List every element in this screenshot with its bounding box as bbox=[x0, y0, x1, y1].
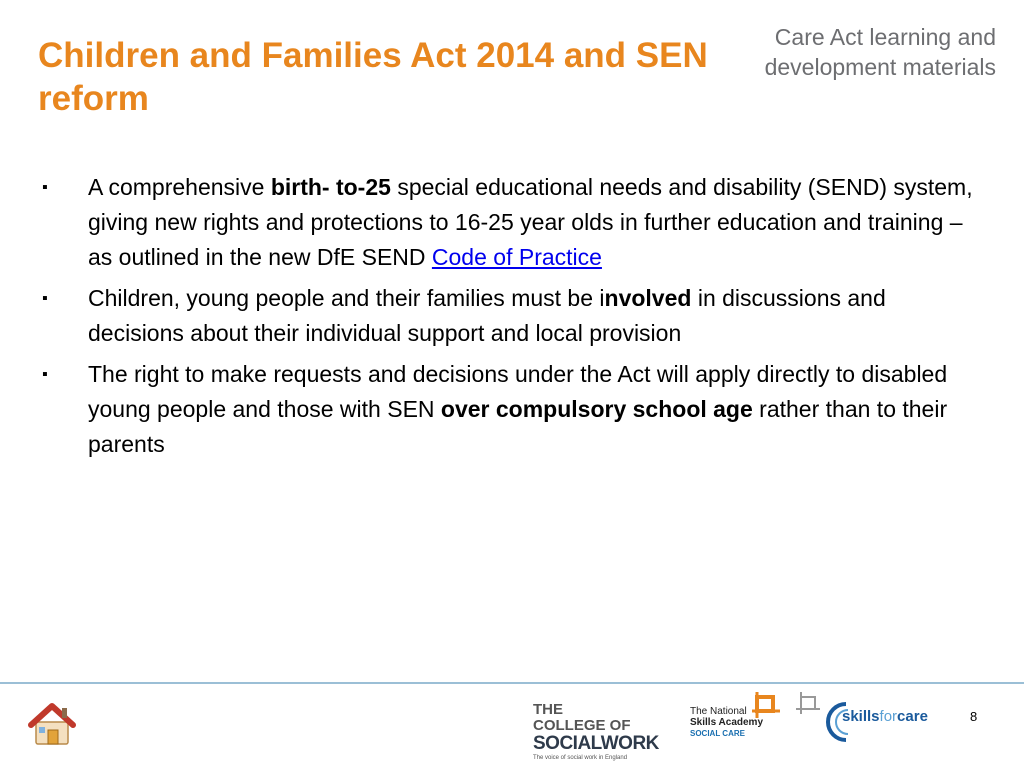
bullet-text: special educational needs and disability (SEND) system, giving new rights and protections to 16-25 year olds in further education and training – as outlined in the new DfE SEND bbox=[88, 174, 973, 270]
bullet-marker: ▪ bbox=[42, 366, 48, 383]
cosw-line-1: THE COLLEGE OF bbox=[533, 701, 631, 734]
cosw-line-2: SOCIALWORK bbox=[533, 733, 659, 754]
sfc-word-care: care bbox=[897, 708, 928, 725]
brand-text bbox=[765, 22, 996, 82]
sfc-wordmark bbox=[842, 708, 928, 725]
bullet-item bbox=[42, 357, 982, 462]
nsa-logo-icon bbox=[752, 692, 780, 718]
bullet-text: The right to make requests and decisions under the Act will apply directly to disabled young people and those with SEN bbox=[88, 361, 948, 422]
nsa-line-3: SOCIAL CARE bbox=[690, 729, 745, 738]
bullet-marker: ▪ bbox=[42, 179, 48, 196]
bullet-item bbox=[42, 281, 982, 351]
cosw-tagline: The voice of social work in England bbox=[533, 755, 628, 761]
skills-for-care-logo bbox=[826, 700, 991, 744]
page-number: 8 bbox=[970, 709, 978, 724]
bullet-marker: ▪ bbox=[42, 290, 48, 307]
bullet-bold-text: birth- to-25 bbox=[270, 174, 391, 200]
home-icon[interactable] bbox=[28, 702, 76, 746]
bullet-bold-text: nvolved bbox=[604, 285, 692, 311]
bullet-text: rather than to their parents bbox=[88, 396, 948, 457]
college-of-social-work-logo bbox=[533, 701, 659, 761]
brand-line-2: development materials bbox=[764, 54, 996, 80]
sfc-logo-icon bbox=[796, 692, 824, 732]
bullet-text: in discussions and decisions about their individual support and local provision bbox=[88, 285, 886, 346]
sfc-word-skills: skills bbox=[842, 708, 880, 725]
bullet-text: A comprehensive bbox=[88, 174, 271, 200]
nsa-line-2: Skills Academy bbox=[690, 717, 764, 728]
footer-divider bbox=[0, 682, 1024, 684]
nsa-line-1: The National bbox=[690, 706, 747, 717]
bullet-bold-text: over compulsory school age bbox=[440, 396, 753, 422]
bullet-text: Children, young people and their families must be i bbox=[88, 285, 605, 311]
brand-line-1: Care Act learning and bbox=[774, 24, 996, 50]
sfc-word-for: for bbox=[879, 708, 898, 725]
code-of-practice-link[interactable]: Code of Practice bbox=[431, 244, 602, 270]
bullet-item bbox=[42, 170, 982, 275]
slide-title: Children and Families Act 2014 and SEN reform bbox=[38, 36, 708, 118]
bullet-list bbox=[42, 170, 982, 468]
